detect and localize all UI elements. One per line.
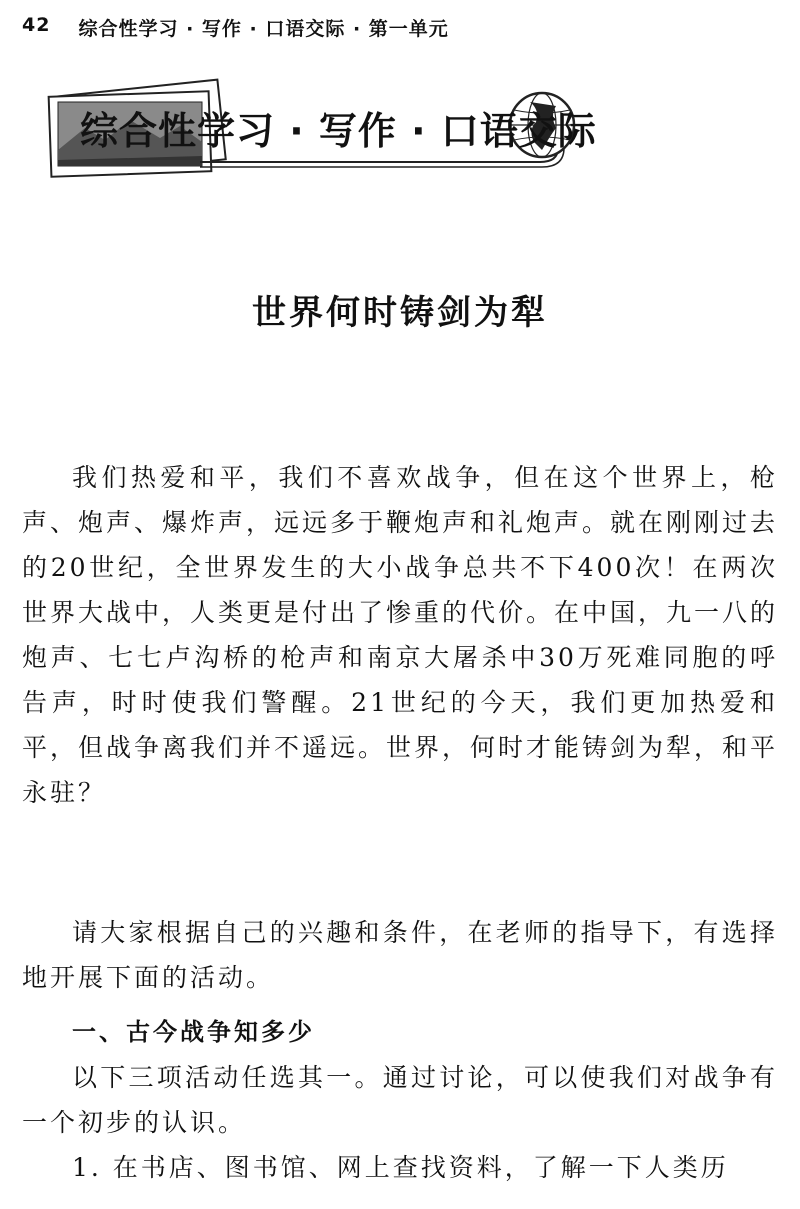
- article-title: 世界何时铸剑为犁: [252, 293, 548, 333]
- activity-item: 1. 在书店、图书馆、网上查找资料，了解一下人类历: [72, 1153, 729, 1182]
- banner-title: 综合性学习 · 写作 · 口语交际: [80, 109, 597, 153]
- instruction-paragraph: 请大家根据自己的兴趣和条件，在老师的指导下，有选择地开展下面的活动。: [22, 918, 778, 992]
- section-banner: [30, 70, 597, 185]
- section-heading: 一、古今战争知多少: [72, 1018, 315, 1046]
- running-title: 综合性学习 · 写作 · 口语交际 · 第一单元: [78, 18, 449, 40]
- running-header: [22, 14, 449, 41]
- intro-paragraph: 我们热爱和平，我们不喜欢战争，但在这个世界上，枪声、炮声、爆炸声，远远多于鞭炮声和礼炮声。就在刚刚过去的20世纪，全世界发生的大小战争总共不下400次！在两次世界大战中，人类更是付出了惨重的代价。在中国，九一八的炮声、七七卢沟桥的枪声和南京大屠杀中30万死难同胞的呼告声，时时使我们警醒。21世纪的今天，我们更加热爱和平，但战争离我们并不遥远。世界，何时才能铸剑为犁，和平永驻？: [22, 463, 779, 807]
- section-paragraph: 以下三项活动任选其一。通过讨论，可以使我们对战争有一个初步的认识。: [22, 1063, 778, 1137]
- page-number: 42: [22, 14, 51, 36]
